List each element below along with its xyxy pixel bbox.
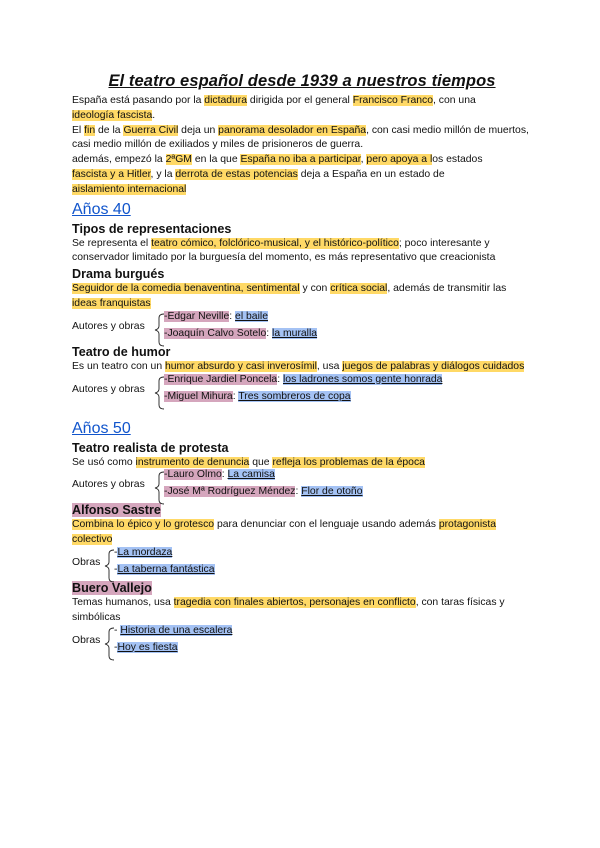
highlight: instrumento de denuncia [135,456,250,468]
text: : [295,486,302,498]
text: Es un teatro con un [72,360,165,372]
work-title: la muralla [272,327,318,339]
highlight: fin [84,124,96,136]
text: , con taras físicas y simbólicas [72,596,505,623]
tipos-paragraph [72,237,532,267]
text: y con [299,283,331,295]
work-entry: -La mordaza [114,546,173,558]
section-heading-50s: Años 50 [72,419,131,437]
text: además, empezó la [72,154,166,166]
text: : [229,310,236,322]
sastre-works-block [72,546,532,579]
work-title: Tres sombreros de copa [238,390,351,402]
text: , con casi medio millón de muertos, casi medio millón de exiliados y miles de prisioneros de guerra. [72,124,529,151]
text: dirigida por el general [247,95,353,106]
author-name: -Joaquín Calvo Sotelo [164,327,267,339]
highlight: Seguidor de la comedia benaventina, sentimental [72,283,300,295]
text: Se representa el [72,237,152,249]
highlight: derrota de estas potencias [175,168,298,180]
work-title: Flor de otoño [301,486,363,498]
highlight: dictadura [204,95,248,106]
author-entry [164,469,275,480]
text: : [277,373,283,385]
text: : [221,469,228,481]
text: , usa [316,360,343,372]
works-label: Obras [72,556,101,568]
text: Se usó como [72,456,136,468]
author-entry [164,374,442,385]
authors-label: Autores y obras [72,383,145,395]
authors-label: Autores y obras [72,320,145,332]
text: España está pasando por la [72,95,205,106]
highlight: España no iba a participar [240,154,361,166]
author-name: -Lauro Olmo [164,469,222,481]
highlight: aislamiento internacional [72,183,187,195]
text: os estados [432,154,483,166]
text: deja un [178,124,219,136]
work-title: los ladrones somos gente honrada [283,373,443,385]
highlight: crítica social [330,283,388,295]
highlight: panorama desolador en España [218,124,367,136]
drama-paragraph [72,282,532,312]
text: , [360,154,367,166]
highlight: ideología fascista [72,109,153,121]
text: - [114,624,121,636]
work-title: el baile [235,310,268,322]
highlight: ideas franquistas [72,297,151,309]
text: : [266,327,273,339]
subheading-buero [72,580,532,596]
author-entry [164,328,317,339]
document-title: El teatro español desde 1939 a nuestros tiempos [108,72,496,90]
text: que [249,456,273,468]
works-label: Obras [72,634,101,646]
humor-paragraph [72,360,532,375]
text: , y la [150,168,176,180]
subheading-drama: Drama burgués [72,267,165,282]
realista-paragraph [72,456,532,471]
author-entry [164,391,351,402]
text: de la [95,124,124,136]
author-entry [164,311,268,322]
text: . [152,109,156,121]
highlight: pero apoya a l [366,154,433,166]
subheading-humor: Teatro de humor [72,344,171,359]
subheading-sastre [72,502,532,518]
author-heading: Buero Vallejo [72,580,152,595]
subheading-realista: Teatro realista de protesta [72,440,229,455]
authors-label: Autores y obras [72,479,145,491]
text: para denunciar con el lenguaje usando además [214,519,439,531]
text: deja a España en un estado de [297,168,445,180]
work-entry [114,625,232,636]
realista-authors-block [72,471,532,501]
highlight: protagonista colectivo [72,519,497,546]
highlight: 2ªGM [165,154,192,166]
highlight: refleja los problemas de la época [272,456,425,468]
author-name: -José Mª Rodríguez Méndez [164,486,296,498]
author-name: -Edgar Neville [164,310,230,322]
author-entry [164,486,363,497]
highlight: Guerra Civil [123,124,179,136]
text: , con una [433,95,476,106]
author-name: -Miguel Mihura [164,390,233,402]
work-entry: -La taberna fantástica [114,563,215,575]
work-title: Hoy es fiesta [117,641,178,653]
text: : [232,390,239,402]
humor-authors-block [72,373,532,406]
drama-authors-block [72,310,532,343]
text: El [72,124,85,136]
text: , además de transmitir las [387,283,507,295]
work-title: La mordaza [117,546,173,558]
document-page [72,72,532,658]
text: - [114,641,118,653]
text: Temas humanos, usa [72,596,174,608]
sastre-paragraph [72,518,532,548]
highlight: juegos de palabras y diálogos cuidados [342,360,525,372]
highlight: humor absurdo y casi inverosímil [165,360,317,372]
intro-paragraph [72,94,532,198]
highlight: fascista y a Hitler [72,168,151,180]
author-name: -Enrique Jardiel Poncela [164,373,278,385]
text: ; poco interesante y conservador limitado por la burguesía del momento, es más representativo que creacionista [72,237,496,264]
highlight: Francisco Franco [352,95,434,106]
highlight: Combina lo épico y lo grotesco [72,519,215,531]
work-title: La camisa [227,469,275,481]
work-entry [114,642,178,653]
author-heading: Alfonso Sastre [72,503,161,518]
section-heading-40s: Años 40 [72,200,131,218]
highlight: teatro cómico, folclórico-musical, y el histórico-político [151,237,399,249]
buero-paragraph [72,596,532,626]
highlight: tragedia con finales abiertos, personajes en conflicto [173,596,416,608]
text: en la que [191,154,241,166]
buero-works-block [72,624,532,657]
work-title: Historia de una escalera [120,624,233,636]
work-title: La taberna fantástica [117,563,215,575]
subheading-tipos: Tipos de representaciones [72,221,232,236]
